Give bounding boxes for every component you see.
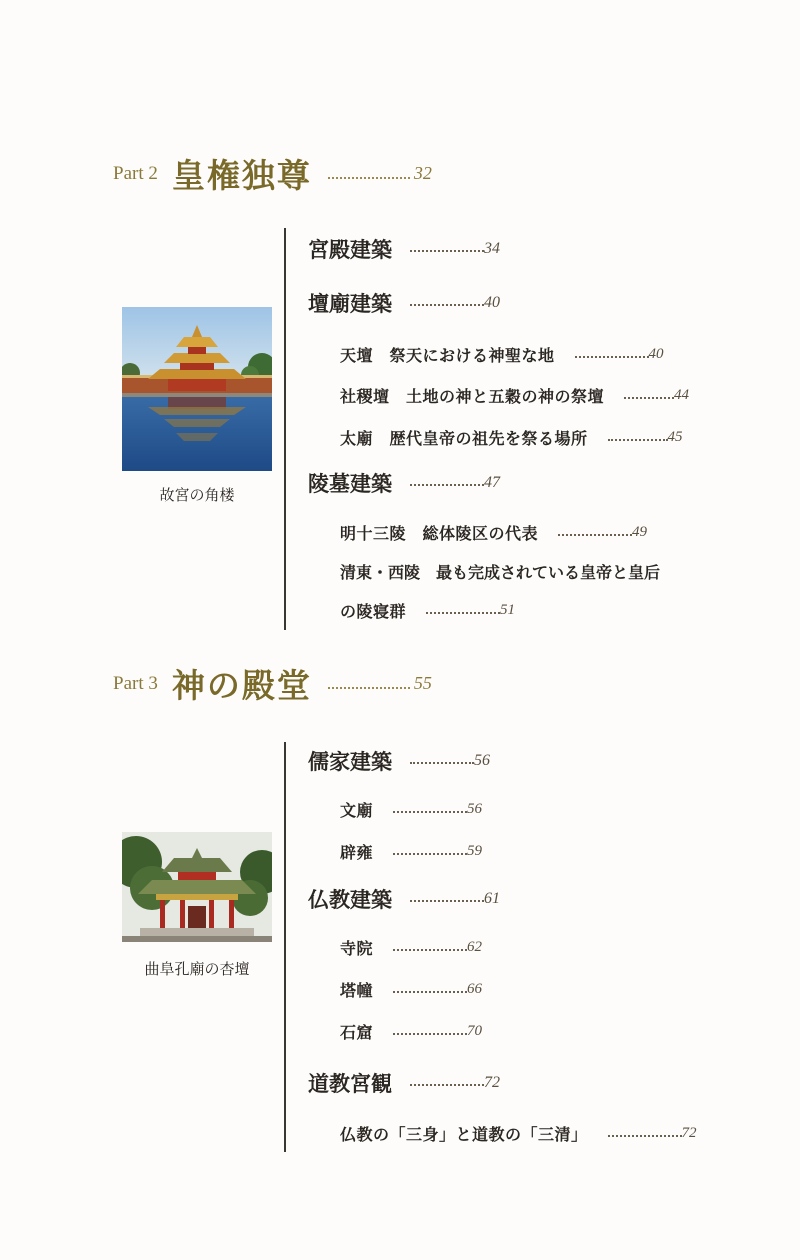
toc-section[interactable] bbox=[308, 1068, 500, 1098]
corner-tower-photo bbox=[122, 307, 272, 471]
toc-item[interactable] bbox=[340, 599, 515, 622]
dot-leader bbox=[575, 356, 649, 358]
toc-item-title: 明十三陵 総体陵区の代表 bbox=[340, 524, 539, 543]
toc-section-title: 陵墓建築 bbox=[308, 471, 392, 496]
part3-leader bbox=[328, 687, 410, 689]
toc-item-title: 辟雍 bbox=[340, 843, 374, 862]
dot-leader bbox=[558, 534, 632, 536]
toc-item[interactable] bbox=[340, 426, 683, 449]
part2-label: Part 2 bbox=[113, 162, 158, 184]
toc-item-title: 文廟 bbox=[340, 801, 374, 820]
apricot-altar-illustration bbox=[122, 832, 272, 942]
toc-item-title-line1[interactable]: 清東・西陵 最も完成されている皇帝と皇后 bbox=[340, 563, 661, 582]
dot-leader bbox=[410, 900, 484, 902]
toc-page-number: 40 bbox=[648, 346, 664, 362]
dot-leader bbox=[393, 811, 467, 813]
toc-item-title: 仏教の「三身」と道教の「三清」 bbox=[340, 1125, 588, 1144]
toc-item[interactable] bbox=[340, 936, 482, 959]
toc-page-number: 72 bbox=[484, 1074, 500, 1091]
toc-page-number: 34 bbox=[484, 240, 500, 257]
dot-leader bbox=[410, 762, 474, 764]
toc-item[interactable] bbox=[340, 521, 647, 544]
toc-page-number: 51 bbox=[500, 602, 516, 618]
part3-label: Part 3 bbox=[113, 672, 158, 694]
toc-section[interactable] bbox=[308, 884, 500, 914]
toc-item[interactable] bbox=[340, 798, 482, 821]
toc-page-number: 61 bbox=[484, 890, 500, 907]
toc-section[interactable] bbox=[308, 234, 500, 264]
toc-item[interactable] bbox=[340, 384, 689, 407]
part3-photo-caption: 曲阜孔廟の杏壇 bbox=[144, 960, 250, 978]
dot-leader bbox=[393, 853, 467, 855]
apricot-altar-photo bbox=[122, 832, 272, 942]
toc-item-title: 寺院 bbox=[340, 939, 374, 958]
dot-leader bbox=[410, 1084, 484, 1086]
part3-page: 55 bbox=[413, 673, 432, 693]
part2-divider-line bbox=[284, 228, 286, 630]
toc-item-title: 石窟 bbox=[340, 1023, 374, 1042]
toc-item-title: 天壇 祭天における神聖な地 bbox=[340, 346, 555, 365]
toc-page-number: 59 bbox=[467, 843, 483, 859]
toc-page-number: 72 bbox=[681, 1125, 697, 1141]
dot-leader bbox=[608, 1135, 682, 1137]
dot-leader bbox=[393, 991, 467, 993]
toc-item-title: 太廟 歴代皇帝の祖先を祭る場所 bbox=[340, 429, 588, 448]
toc-page-number: 40 bbox=[484, 294, 500, 311]
part3-header bbox=[113, 660, 432, 707]
part2-photo-caption: 故宮の角楼 bbox=[159, 486, 235, 504]
dot-leader bbox=[624, 397, 674, 399]
toc-page-number: 47 bbox=[484, 474, 500, 491]
toc-item[interactable] bbox=[340, 343, 664, 366]
part2-title: 皇権独尊 bbox=[171, 156, 312, 195]
toc-page-number: 66 bbox=[467, 981, 483, 997]
dot-leader bbox=[608, 439, 668, 441]
dot-leader bbox=[393, 949, 467, 951]
toc-item-title: の陵寝群 bbox=[340, 602, 407, 621]
part3-divider-line bbox=[284, 742, 286, 1152]
toc-section-title: 宮殿建築 bbox=[308, 237, 392, 262]
toc-page-number: 44 bbox=[674, 387, 690, 403]
dot-leader bbox=[426, 612, 500, 614]
dot-leader bbox=[410, 304, 484, 306]
toc-section[interactable] bbox=[308, 288, 500, 318]
toc-item-title: 塔幢 bbox=[340, 981, 374, 1000]
toc-section-title: 道教宮観 bbox=[308, 1071, 392, 1096]
toc-page-number: 70 bbox=[467, 1023, 483, 1039]
toc-section-title: 壇廟建築 bbox=[308, 291, 392, 316]
toc-page-number: 45 bbox=[667, 429, 683, 445]
toc-item[interactable] bbox=[340, 978, 482, 1001]
toc-section[interactable] bbox=[308, 468, 500, 498]
toc-section-title: 儒家建築 bbox=[308, 749, 392, 774]
toc-page-number: 56 bbox=[467, 801, 483, 817]
toc-item[interactable] bbox=[340, 840, 482, 863]
dot-leader bbox=[393, 1033, 467, 1035]
toc-page-number: 49 bbox=[632, 524, 648, 540]
corner-tower-illustration bbox=[122, 307, 272, 471]
toc-item[interactable] bbox=[340, 1020, 482, 1043]
part3-title: 神の殿堂 bbox=[171, 666, 312, 705]
part2-page: 32 bbox=[413, 163, 432, 183]
part2-leader bbox=[328, 177, 410, 179]
dot-leader bbox=[410, 484, 484, 486]
toc-item-title: 社稷壇 土地の神と五穀の神の祭壇 bbox=[340, 387, 605, 406]
dot-leader bbox=[410, 250, 484, 252]
toc-section[interactable] bbox=[308, 746, 490, 776]
toc-page-number: 62 bbox=[467, 939, 483, 955]
part2-header bbox=[113, 150, 432, 197]
toc-page-number: 56 bbox=[474, 752, 490, 769]
toc-section-title: 仏教建築 bbox=[308, 887, 392, 912]
toc-item[interactable] bbox=[340, 1122, 697, 1145]
